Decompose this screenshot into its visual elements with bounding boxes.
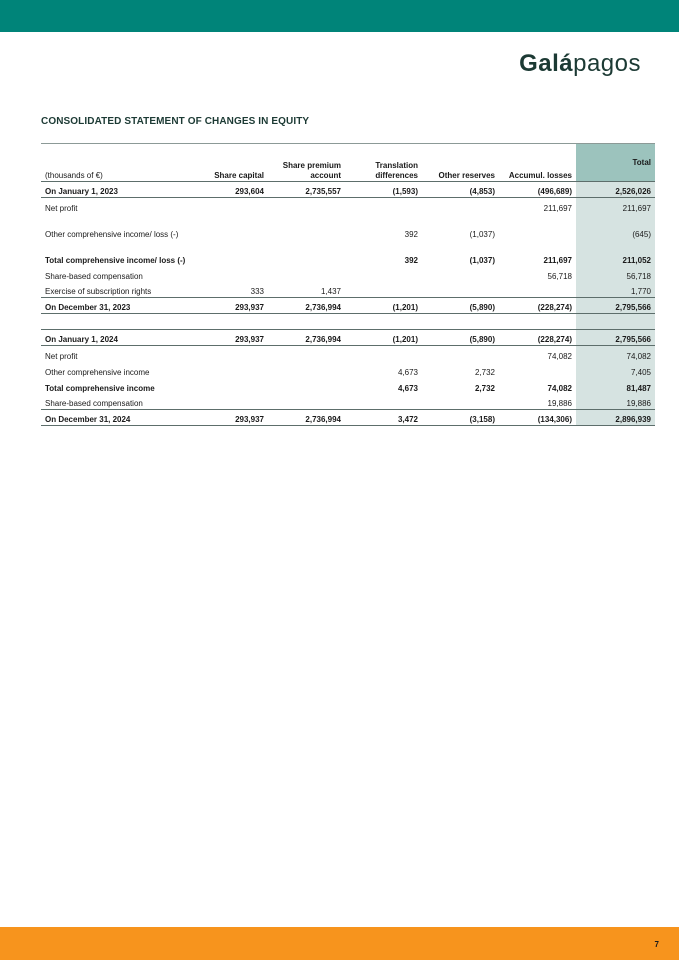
row-label: Total comprehensive income	[45, 383, 155, 393]
cell-share-capital	[191, 266, 268, 282]
cell-share-capital	[191, 214, 268, 240]
cell-other-reserves: (3,158)	[422, 410, 499, 426]
table-row	[41, 362, 655, 378]
table-row	[41, 198, 655, 214]
row-label: On January 1, 2023	[41, 182, 191, 198]
galapagos-logo	[519, 50, 641, 78]
cell-total: 7,405	[576, 362, 655, 378]
cell-other-reserves: (4,853)	[422, 182, 499, 198]
cell-translation	[345, 394, 422, 410]
cell-translation: 4,673	[397, 383, 418, 393]
table-row	[41, 410, 655, 426]
cell-translation: (1,201)	[345, 298, 422, 314]
cell-share-premium	[268, 240, 345, 266]
cell-share-capital: 293,604	[191, 182, 268, 198]
cell-translation: (1,593)	[345, 182, 422, 198]
cell-total: 211,052	[576, 240, 655, 266]
cell-accumul-losses: (228,274)	[499, 330, 576, 346]
cell-accumul-losses: 19,886	[547, 399, 572, 408]
cell-other-reserves: (5,890)	[422, 330, 499, 346]
cell-share-premium	[268, 198, 345, 214]
cell-other-reserves: (5,890)	[422, 298, 499, 314]
cell-translation	[345, 266, 422, 282]
cell-share-premium: 2,736,994	[268, 298, 345, 314]
cell-share-premium: 2,735,557	[268, 182, 345, 198]
cell-other-reserves	[422, 346, 499, 362]
cell-accumul-losses: 74,082	[547, 383, 572, 393]
cell-total: 211,697	[576, 198, 655, 214]
cell-total: 19,886	[576, 394, 655, 410]
row-label: On December 31, 2024	[41, 410, 191, 426]
cell-accumul-losses	[499, 282, 576, 298]
cell-accumul-losses: 211,697	[543, 255, 572, 265]
cell-translation: 392	[404, 255, 418, 265]
cell-accumul-losses: 74,082	[547, 351, 572, 361]
header-share-premium: Share premium account	[282, 161, 341, 180]
cell-share-capital	[191, 394, 268, 410]
cell-total: 2,795,566	[576, 330, 655, 346]
cell-total: 2,795,566	[576, 298, 655, 314]
row-label: Total comprehensive income/ loss (-)	[45, 255, 186, 265]
cell-translation	[345, 198, 422, 214]
table-row	[41, 182, 655, 198]
row-label: On December 31, 2023	[41, 298, 191, 314]
row-label: Share-based compensation	[45, 271, 143, 281]
cell-other-reserves	[422, 282, 499, 298]
statement-title: CONSOLIDATED STATEMENT OF CHANGES IN EQUITY	[41, 116, 310, 127]
row-label: Share-based compensation	[45, 399, 143, 408]
cell-share-capital: 333	[250, 287, 264, 296]
cell-translation: 4,673	[397, 367, 418, 377]
header-share-capital: Share capital	[214, 171, 264, 180]
cell-translation: (1,201)	[345, 330, 422, 346]
cell-share-premium	[268, 346, 345, 362]
cell-accumul-losses: 211,697	[543, 203, 572, 213]
row-label: Net profit	[45, 203, 78, 213]
header-total: Total	[576, 144, 655, 182]
table-row	[41, 266, 655, 282]
cell-accumul-losses	[499, 362, 576, 378]
spacer-row	[41, 314, 655, 330]
page-number: 7	[654, 940, 659, 949]
cell-share-capital: 293,937	[191, 410, 268, 426]
table-row	[41, 298, 655, 314]
cell-accumul-losses: (228,274)	[499, 298, 576, 314]
equity-table	[41, 143, 655, 426]
table-row	[41, 346, 655, 362]
logo-part-bold: Galá	[519, 50, 574, 77]
cell-accumul-losses: 56,718	[547, 271, 572, 281]
cell-other-reserves: (1,037)	[469, 255, 495, 265]
cell-other-reserves	[422, 198, 499, 214]
cell-other-reserves: 2,732	[474, 383, 495, 393]
logo-part-light: pagos	[573, 50, 641, 77]
table-row	[41, 282, 655, 298]
bottom-footer-band	[0, 927, 679, 960]
cell-share-premium	[268, 378, 345, 394]
top-header-band	[0, 0, 679, 32]
cell-share-capital	[191, 362, 268, 378]
cell-share-capital	[191, 198, 268, 214]
table-row	[41, 330, 655, 346]
cell-translation	[345, 346, 422, 362]
cell-share-capital: 293,937	[191, 330, 268, 346]
cell-total: 81,487	[576, 378, 655, 394]
table-row	[41, 240, 655, 266]
cell-share-premium	[268, 214, 345, 240]
row-label: On January 1, 2024	[41, 330, 191, 346]
row-label: Other comprehensive income/ loss (-)	[45, 229, 179, 239]
cell-accumul-losses: (134,306)	[499, 410, 576, 426]
header-translation: Translation differences	[375, 161, 418, 180]
cell-share-capital	[191, 240, 268, 266]
cell-share-premium: 1,437	[320, 287, 341, 296]
cell-total: 74,082	[576, 346, 655, 362]
header-other-reserves: Other reserves	[438, 171, 495, 180]
cell-translation: 3,472	[345, 410, 422, 426]
cell-total: (645)	[576, 214, 655, 240]
cell-other-reserves	[422, 394, 499, 410]
table-header-row	[41, 144, 655, 182]
cell-translation	[345, 282, 422, 298]
cell-share-premium	[268, 394, 345, 410]
cell-total: 56,718	[576, 266, 655, 282]
row-label: Other comprehensive income	[45, 367, 150, 377]
cell-other-reserves: (1,037)	[469, 229, 495, 239]
cell-total: 1,770	[576, 282, 655, 298]
table-row	[41, 394, 655, 410]
cell-share-capital	[191, 346, 268, 362]
cell-translation: 392	[404, 229, 418, 239]
row-label: Net profit	[45, 351, 78, 361]
header-accumul-losses: Accumul. losses	[508, 171, 572, 180]
cell-total: 2,896,939	[576, 410, 655, 426]
cell-share-premium	[268, 266, 345, 282]
cell-other-reserves: 2,732	[474, 367, 495, 377]
header-units: (thousands of €)	[45, 171, 103, 180]
cell-share-premium: 2,736,994	[268, 330, 345, 346]
cell-other-reserves	[422, 266, 499, 282]
row-label: Exercise of subscription rights	[45, 287, 152, 296]
cell-share-capital: 293,937	[191, 298, 268, 314]
cell-share-capital	[191, 378, 268, 394]
cell-accumul-losses	[499, 214, 576, 240]
cell-accumul-losses: (496,689)	[499, 182, 576, 198]
table-row	[41, 378, 655, 394]
cell-share-premium: 2,736,994	[268, 410, 345, 426]
cell-share-premium	[268, 362, 345, 378]
cell-total: 2,526,026	[576, 182, 655, 198]
table-row	[41, 214, 655, 240]
